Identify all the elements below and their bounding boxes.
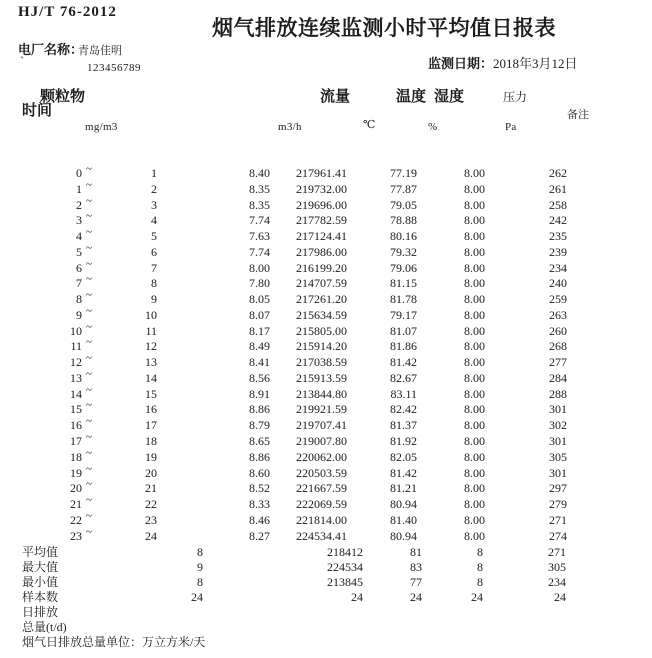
cell-particulate: 8.35 [249,197,270,212]
cell-hour-end: 17 [145,418,157,433]
cell-particulate: 8.86 [249,449,270,464]
tilde-separator: ~ [86,525,92,538]
cell-humidity: 8.00 [464,260,485,275]
table-row [0,194,652,215]
cell-particulate: 8.27 [249,528,270,543]
cell-hour-start: 0 [76,166,82,180]
tilde-separator: ~ [86,163,92,175]
cell-humidity: 8.00 [464,213,485,228]
cell-hour-start: 18 [70,449,82,464]
cell-remark: 277 [549,355,567,370]
cell-temperature: 80.94 [390,497,417,512]
summary-remark: 271 [548,545,566,559]
cell-hour-start: 1 [76,181,82,196]
table-row [0,178,652,199]
cell-hour-end: 4 [151,213,157,228]
cell-temperature: 81.40 [390,512,417,527]
cell-hour-start: 4 [76,229,82,244]
table-row [0,163,652,183]
cell-hour-end: 20 [145,465,157,480]
table-row [0,431,652,451]
cell-flow: 215914.20 [296,339,347,354]
cell-hour-end: 10 [145,307,157,322]
cell-hour-end: 19 [145,449,157,464]
summary-temperature: 77 [410,575,422,590]
cell-hour-start: 11 [70,339,82,354]
summary-particulate: 8 [197,575,203,590]
cell-hour-end: 13 [145,355,157,370]
cell-temperature: 77.87 [390,181,417,196]
cell-flow: 222069.59 [296,497,347,512]
tilde-separator: ~ [86,304,92,317]
summary-row [0,561,652,576]
col-header-time: 时间 [22,103,53,119]
tilde-separator: ~ [86,289,92,302]
cell-hour-start: 21 [70,497,82,512]
cell-hour-start: 12 [70,355,82,370]
cell-particulate: 8.56 [249,370,270,385]
cell-hour-end: 6 [151,244,157,259]
summary-row [0,576,652,591]
cell-temperature: 82.05 [390,449,417,464]
summary-humidity: 8 [477,575,483,590]
tilde-separator: ~ [86,415,92,428]
col-header-temperature: 温度 [396,89,427,105]
summary-temperature: 83 [410,560,422,575]
tilde-separator: ~ [86,257,92,270]
tilde-separator: ~ [86,226,92,239]
summary-humidity: 8 [477,545,483,559]
col-header-humidity: 湿度 [434,89,465,105]
cell-particulate: 8.60 [249,465,270,480]
cell-flow: 217782.59 [296,213,347,228]
cell-humidity: 8.00 [464,292,485,307]
tilde-separator: ~ [86,509,92,522]
cell-hour-start: 17 [70,434,82,449]
table-row [0,462,652,483]
cell-humidity: 8.00 [464,465,485,480]
cell-remark: 274 [549,528,567,543]
cell-particulate: 8.46 [249,512,270,527]
table-row [0,257,652,278]
cell-flow: 219732.00 [296,181,347,196]
cell-hour-start: 7 [76,276,82,291]
cell-particulate: 8.17 [249,323,270,338]
summary-particulate: 24 [191,590,203,605]
cell-hour-end: 3 [151,197,157,212]
unit-flow: m3/h [278,121,302,133]
cell-particulate: 8.49 [249,339,270,354]
hourly-data-table [0,163,652,545]
col-header-particulate: 颗粒物 [40,89,86,105]
cell-flow: 217961.41 [296,166,347,180]
cell-remark: 263 [549,307,567,322]
summary-temperature: 81 [410,545,422,559]
cell-hour-start: 23 [70,528,82,543]
tilde-separator: ~ [86,210,92,223]
tilde-separator: ~ [86,336,92,349]
tilde-separator: ~ [86,399,92,412]
cell-hour-end: 7 [151,260,157,275]
cell-temperature: 81.21 [390,481,417,496]
cell-particulate: 8.79 [249,418,270,433]
summary-particulate: 9 [197,560,203,575]
cell-temperature: 82.67 [390,370,417,385]
cell-flow: 219007.80 [296,434,347,449]
cell-hour-end: 21 [145,481,157,496]
unit-humidity: % [428,121,438,133]
summary-flow: 224534 [327,560,363,575]
table-row [0,383,652,404]
cell-remark: 235 [549,229,567,244]
summary-humidity: 24 [471,590,483,605]
cell-remark: 305 [549,449,567,464]
cell-particulate: 7.74 [249,244,270,259]
cell-hour-start: 16 [70,418,82,433]
tilde-separator: ~ [86,273,92,286]
cell-temperature: 81.92 [390,434,417,449]
cell-flow: 220503.59 [296,465,347,480]
unit-pressure: Pa [505,121,517,133]
tilde-separator: ~ [86,478,92,491]
cell-flow: 219707.41 [296,418,347,433]
cell-humidity: 8.00 [464,197,485,212]
unit-particulate: mg/m3 [85,121,118,133]
cell-hour-end: 1 [151,166,157,180]
cell-remark: 279 [549,497,567,512]
table-row [0,494,652,514]
table-row [0,241,652,262]
monitor-date-value: 2018年3月12日 [493,56,578,71]
cell-hour-start: 3 [76,213,82,228]
cell-particulate: 8.52 [249,481,270,496]
summary-flow: 218412 [327,545,363,559]
cell-temperature: 80.16 [390,229,417,244]
cell-remark: 239 [549,244,567,259]
summary-label: 总量(t/d) [22,620,67,635]
cell-hour-end: 22 [145,497,157,512]
cell-temperature: 81.42 [390,355,417,370]
monitor-date-label: 监测日期： [428,56,494,71]
summary-remark: 234 [548,575,566,590]
cell-humidity: 8.00 [464,418,485,433]
cell-flow: 220062.00 [296,449,347,464]
table-row [0,415,652,435]
table-row [0,226,652,246]
cell-flow: 219921.59 [296,402,347,417]
cell-humidity: 8.00 [464,481,485,496]
tilde-separator: ~ [86,494,92,507]
cell-hour-start: 6 [76,260,82,275]
cell-flow: 213844.80 [296,386,347,401]
cell-particulate: 8.07 [249,307,270,322]
cell-temperature: 81.86 [390,339,417,354]
cell-particulate: 7.80 [249,276,270,291]
table-row [0,478,652,498]
table-row [0,509,652,530]
cell-hour-start: 9 [76,307,82,322]
cell-particulate: 8.05 [249,292,270,307]
summary-label: 平均值 [22,545,59,559]
cell-remark: 288 [549,386,567,401]
cell-temperature: 78.88 [390,213,417,228]
cell-remark: 302 [549,418,567,433]
monitor-date-line [428,57,578,72]
tilde-separator: ~ [86,431,92,444]
col-header-remark: 备注 [567,109,589,121]
cell-temperature: 81.15 [390,276,417,291]
cell-humidity: 8.00 [464,497,485,512]
cell-humidity: 8.00 [464,386,485,401]
cell-humidity: 8.00 [464,276,485,291]
cell-particulate: 8.35 [249,181,270,196]
summary-row [0,591,652,606]
cell-temperature: 81.37 [390,418,417,433]
cell-hour-start: 14 [70,386,82,401]
summary-particulate: 8 [197,545,203,559]
cell-flow: 215634.59 [296,307,347,322]
table-row [0,289,652,309]
summary-label: 日排放 [22,605,59,620]
cell-temperature: 81.42 [390,465,417,480]
standard-code: HJ/T 76-2012 [18,4,117,20]
cell-remark: 262 [549,166,567,180]
cell-flow: 217261.20 [296,292,347,307]
col-header-flow: 流量 [320,89,351,105]
cell-hour-start: 2 [76,197,82,212]
cell-remark: 301 [549,402,567,417]
table-row [0,367,652,388]
tilde-separator: ~ [86,446,92,459]
table-row [0,399,652,419]
summary-temperature: 24 [410,590,422,605]
cell-particulate: 8.00 [249,260,270,275]
summary-label: 最大值 [22,560,59,575]
cell-remark: 242 [549,213,567,228]
cell-particulate: 8.65 [249,434,270,449]
cell-remark: 258 [549,197,567,212]
cell-flow: 217986.00 [296,244,347,259]
cell-temperature: 81.78 [390,292,417,307]
cell-remark: 301 [549,434,567,449]
cell-humidity: 8.00 [464,244,485,259]
cell-flow: 217038.59 [296,355,347,370]
table-row [0,273,652,293]
summary-label: 样本数 [22,590,59,605]
cell-hour-end: 24 [145,528,157,543]
cell-flow: 221667.59 [296,481,347,496]
cell-hour-end: 23 [145,512,157,527]
col-header-pressure: 压力 [503,90,528,104]
cell-remark: 240 [549,276,567,291]
cell-particulate: 7.74 [249,213,270,228]
tilde-separator: ~ [86,367,92,380]
cell-humidity: 8.00 [464,323,485,338]
cell-temperature: 80.94 [390,528,417,543]
table-row [0,320,652,341]
summary-row [0,606,652,621]
plant-code: 123456789 [87,62,141,74]
report-title: 烟气排放连续监测小时平均值日报表 [212,16,556,40]
cell-hour-start: 22 [70,512,82,527]
summary-label: 最小值 [22,575,59,590]
cell-remark: 301 [549,465,567,480]
plant-name-value: 青岛佳明 [78,45,122,57]
table-row [0,304,652,325]
cell-remark: 259 [549,292,567,307]
unit-temperature: ℃ [363,119,376,131]
footer-unit-note: 烟气日排放总量单位：万立方米/天 [22,635,206,649]
table-row [0,525,652,546]
cell-hour-start: 13 [70,370,82,385]
cell-humidity: 8.00 [464,528,485,543]
cell-hour-end: 15 [145,386,157,401]
cell-flow: 224534.41 [296,528,347,543]
tilde-separator: ~ [86,178,92,191]
cell-humidity: 8.00 [464,449,485,464]
cell-particulate: 8.33 [249,497,270,512]
cell-hour-start: 19 [70,465,82,480]
cell-particulate: 8.40 [249,166,270,180]
cell-remark: 260 [549,323,567,338]
cell-remark: 234 [549,260,567,275]
cell-humidity: 8.00 [464,307,485,322]
cell-humidity: 8.00 [464,181,485,196]
table-row [0,446,652,467]
cell-particulate: 8.41 [249,355,270,370]
cell-hour-end: 14 [145,370,157,385]
cell-hour-start: 5 [76,244,82,259]
summary-row [0,546,652,561]
cell-flow: 217124.41 [296,229,347,244]
cell-hour-end: 2 [151,181,157,196]
tilde-separator: ~ [86,462,92,475]
summary-humidity: 8 [477,560,483,575]
cell-flow: 216199.20 [296,260,347,275]
cell-particulate: 8.91 [249,386,270,401]
summary-flow: 24 [351,590,363,605]
tilde-separator: ~ [86,194,92,207]
cell-hour-start: 8 [76,292,82,307]
table-row [0,336,652,356]
summary-remark: 24 [554,590,566,605]
summary-table [0,546,652,636]
cell-flow: 215805.00 [296,323,347,338]
cell-remark: 268 [549,339,567,354]
cell-hour-start: 20 [70,481,82,496]
cell-flow: 214707.59 [296,276,347,291]
cell-temperature: 83.11 [390,386,417,401]
tilde-separator: ~ [86,241,92,254]
summary-flow: 213845 [327,575,363,590]
cell-temperature: 81.07 [390,323,417,338]
cell-flow: 219696.00 [296,197,347,212]
cell-hour-end: 5 [151,229,157,244]
cell-humidity: 8.00 [464,370,485,385]
cell-hour-end: 11 [145,323,157,338]
cell-humidity: 8.00 [464,355,485,370]
stray-tick-mark: ` [20,54,24,68]
cell-temperature: 79.32 [390,244,417,259]
cell-humidity: 8.00 [464,434,485,449]
table-row [0,210,652,230]
tilde-separator: ~ [86,352,92,365]
cell-temperature: 79.05 [390,197,417,212]
table-row [0,352,652,372]
cell-temperature: 79.06 [390,260,417,275]
cell-hour-end: 9 [151,292,157,307]
cell-humidity: 8.00 [464,402,485,417]
cell-remark: 261 [549,181,567,196]
cell-humidity: 8.00 [464,512,485,527]
cell-temperature: 82.42 [390,402,417,417]
cell-humidity: 8.00 [464,229,485,244]
tilde-separator: ~ [86,383,92,396]
cell-temperature: 77.19 [390,166,417,180]
cell-hour-end: 8 [151,276,157,291]
cell-temperature: 79.17 [390,307,417,322]
cell-humidity: 8.00 [464,166,485,180]
cell-hour-start: 15 [70,402,82,417]
cell-remark: 271 [549,512,567,527]
cell-hour-start: 10 [70,323,82,338]
cell-hour-end: 16 [145,402,157,417]
cell-remark: 284 [549,370,567,385]
cell-particulate: 7.63 [249,229,270,244]
cell-humidity: 8.00 [464,339,485,354]
cell-remark: 297 [549,481,567,496]
cell-flow: 215913.59 [296,370,347,385]
cell-hour-end: 18 [145,434,157,449]
cell-hour-end: 12 [145,339,157,354]
cell-particulate: 8.86 [249,402,270,417]
tilde-separator: ~ [86,320,92,333]
plant-name-label: 电厂名称： [18,42,84,57]
cell-flow: 221814.00 [296,512,347,527]
summary-remark: 305 [548,560,566,575]
